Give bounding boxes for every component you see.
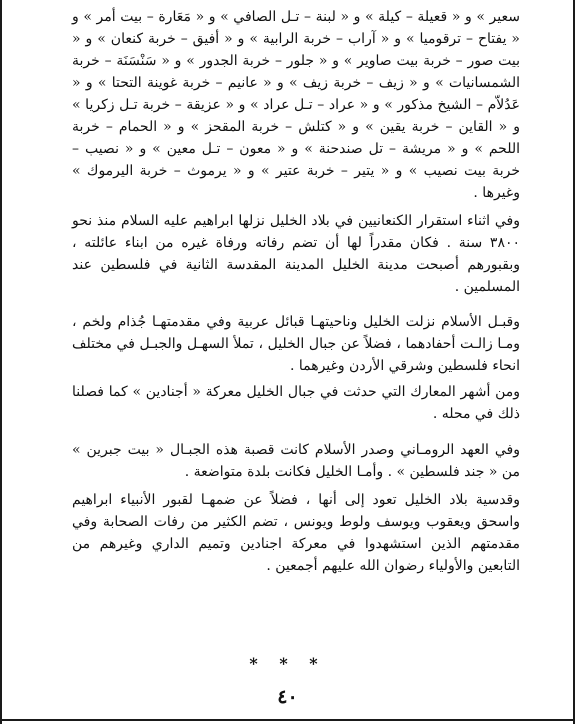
paragraph-ajnadin: ومن أشهر المعارك التي حدثت في جبال الخليل معركة « أجنادين » كما فصلنا ذلك في محله .	[72, 384, 520, 422]
page-number: ٤٠	[277, 686, 298, 708]
paragraph-places-list: سعير » و « قعيلة – كيلة » و « لبنة – تـل الصافي » و « مَعَارة – بيت أمر » و « يفتاح – ترقوميا » و « آراب – خربة الرابية » و « أفيق – خربة كنعان » و « بيت صور – خربة بيت صاوير » و « جلور – خربة الجدور » و « سَنْسَنَة – خربة الشمسانيات » و « زيف – خربة زيف » و « عانيم – خربة غوينة التحتا » و « عَدُلاّم – الشيخ مذكور » و « عراد – تـل عراد » و « عزيقة – خربة تـل زكريا » و « القاين – خربة يقين » و « كتلش – خربة المقحز » و « الحمام – خربة اللحم » و « مريشة – تل صندحنة » و « معون – تـل معين » و « نصيب – خربة بيت نصيب » و « يتير – خربة عتير » و « يرموث – خربة اليرموك » وغيرها .	[72, 9, 520, 201]
section-separator: * * *	[249, 654, 326, 673]
paragraph-holiness: وقدسية بلاد الخليل تعود إلى أنها ، فضلاً عن ضمهـا لقبور الأنبياء ابراهيم واسحق ويعقوب ويوسف ولوط ويونس ، تضم الكثير من رفات الصحابة وفي مقدمتهم الذين استشهدوا في معركة اجنادين وتميم الداري وغيرهم من التابعين والأولياء رضوان الله عليهم أجمعين .	[72, 492, 520, 574]
paragraph-roman-era: وفي العهد الرومـاني وصدر الأسلام كانت قصبة هذه الجبـال « بيت جبرين » من « جند فلسطين » . وأمـا الخليل فكانت بلدة متواضعة .	[72, 442, 520, 480]
paragraph-abraham: وفي اثناء استقرار الكنعانيين في بلاد الخليل نزلها ابراهيم عليه السلام منذ نحو ٣٨٠٠ سنة . فكان مقدراً لها أن تضم رفاته ورفاة غيره من ابناء عائلته ، وبقبورهم أصبحت مدينة الخليل المدينة المقدسة الثانية في فلسطين عند المسلمين .	[72, 213, 520, 295]
page-body	[72, 6, 520, 577]
bottom-border	[2, 719, 573, 721]
paragraph-arab-tribes: وقبـل الأسلام نزلت الخليل وناحيتهـا قبائل عربية وفي مقدمتهـا جُذام ولخم ، ومـا زالـت أحفادهما ، فضلاً عن جبال الخليل ، تملأ السهـل والجبـل في مختلف انحاء فلسطين وشرقي الأردن وغيرهما .	[72, 314, 520, 374]
